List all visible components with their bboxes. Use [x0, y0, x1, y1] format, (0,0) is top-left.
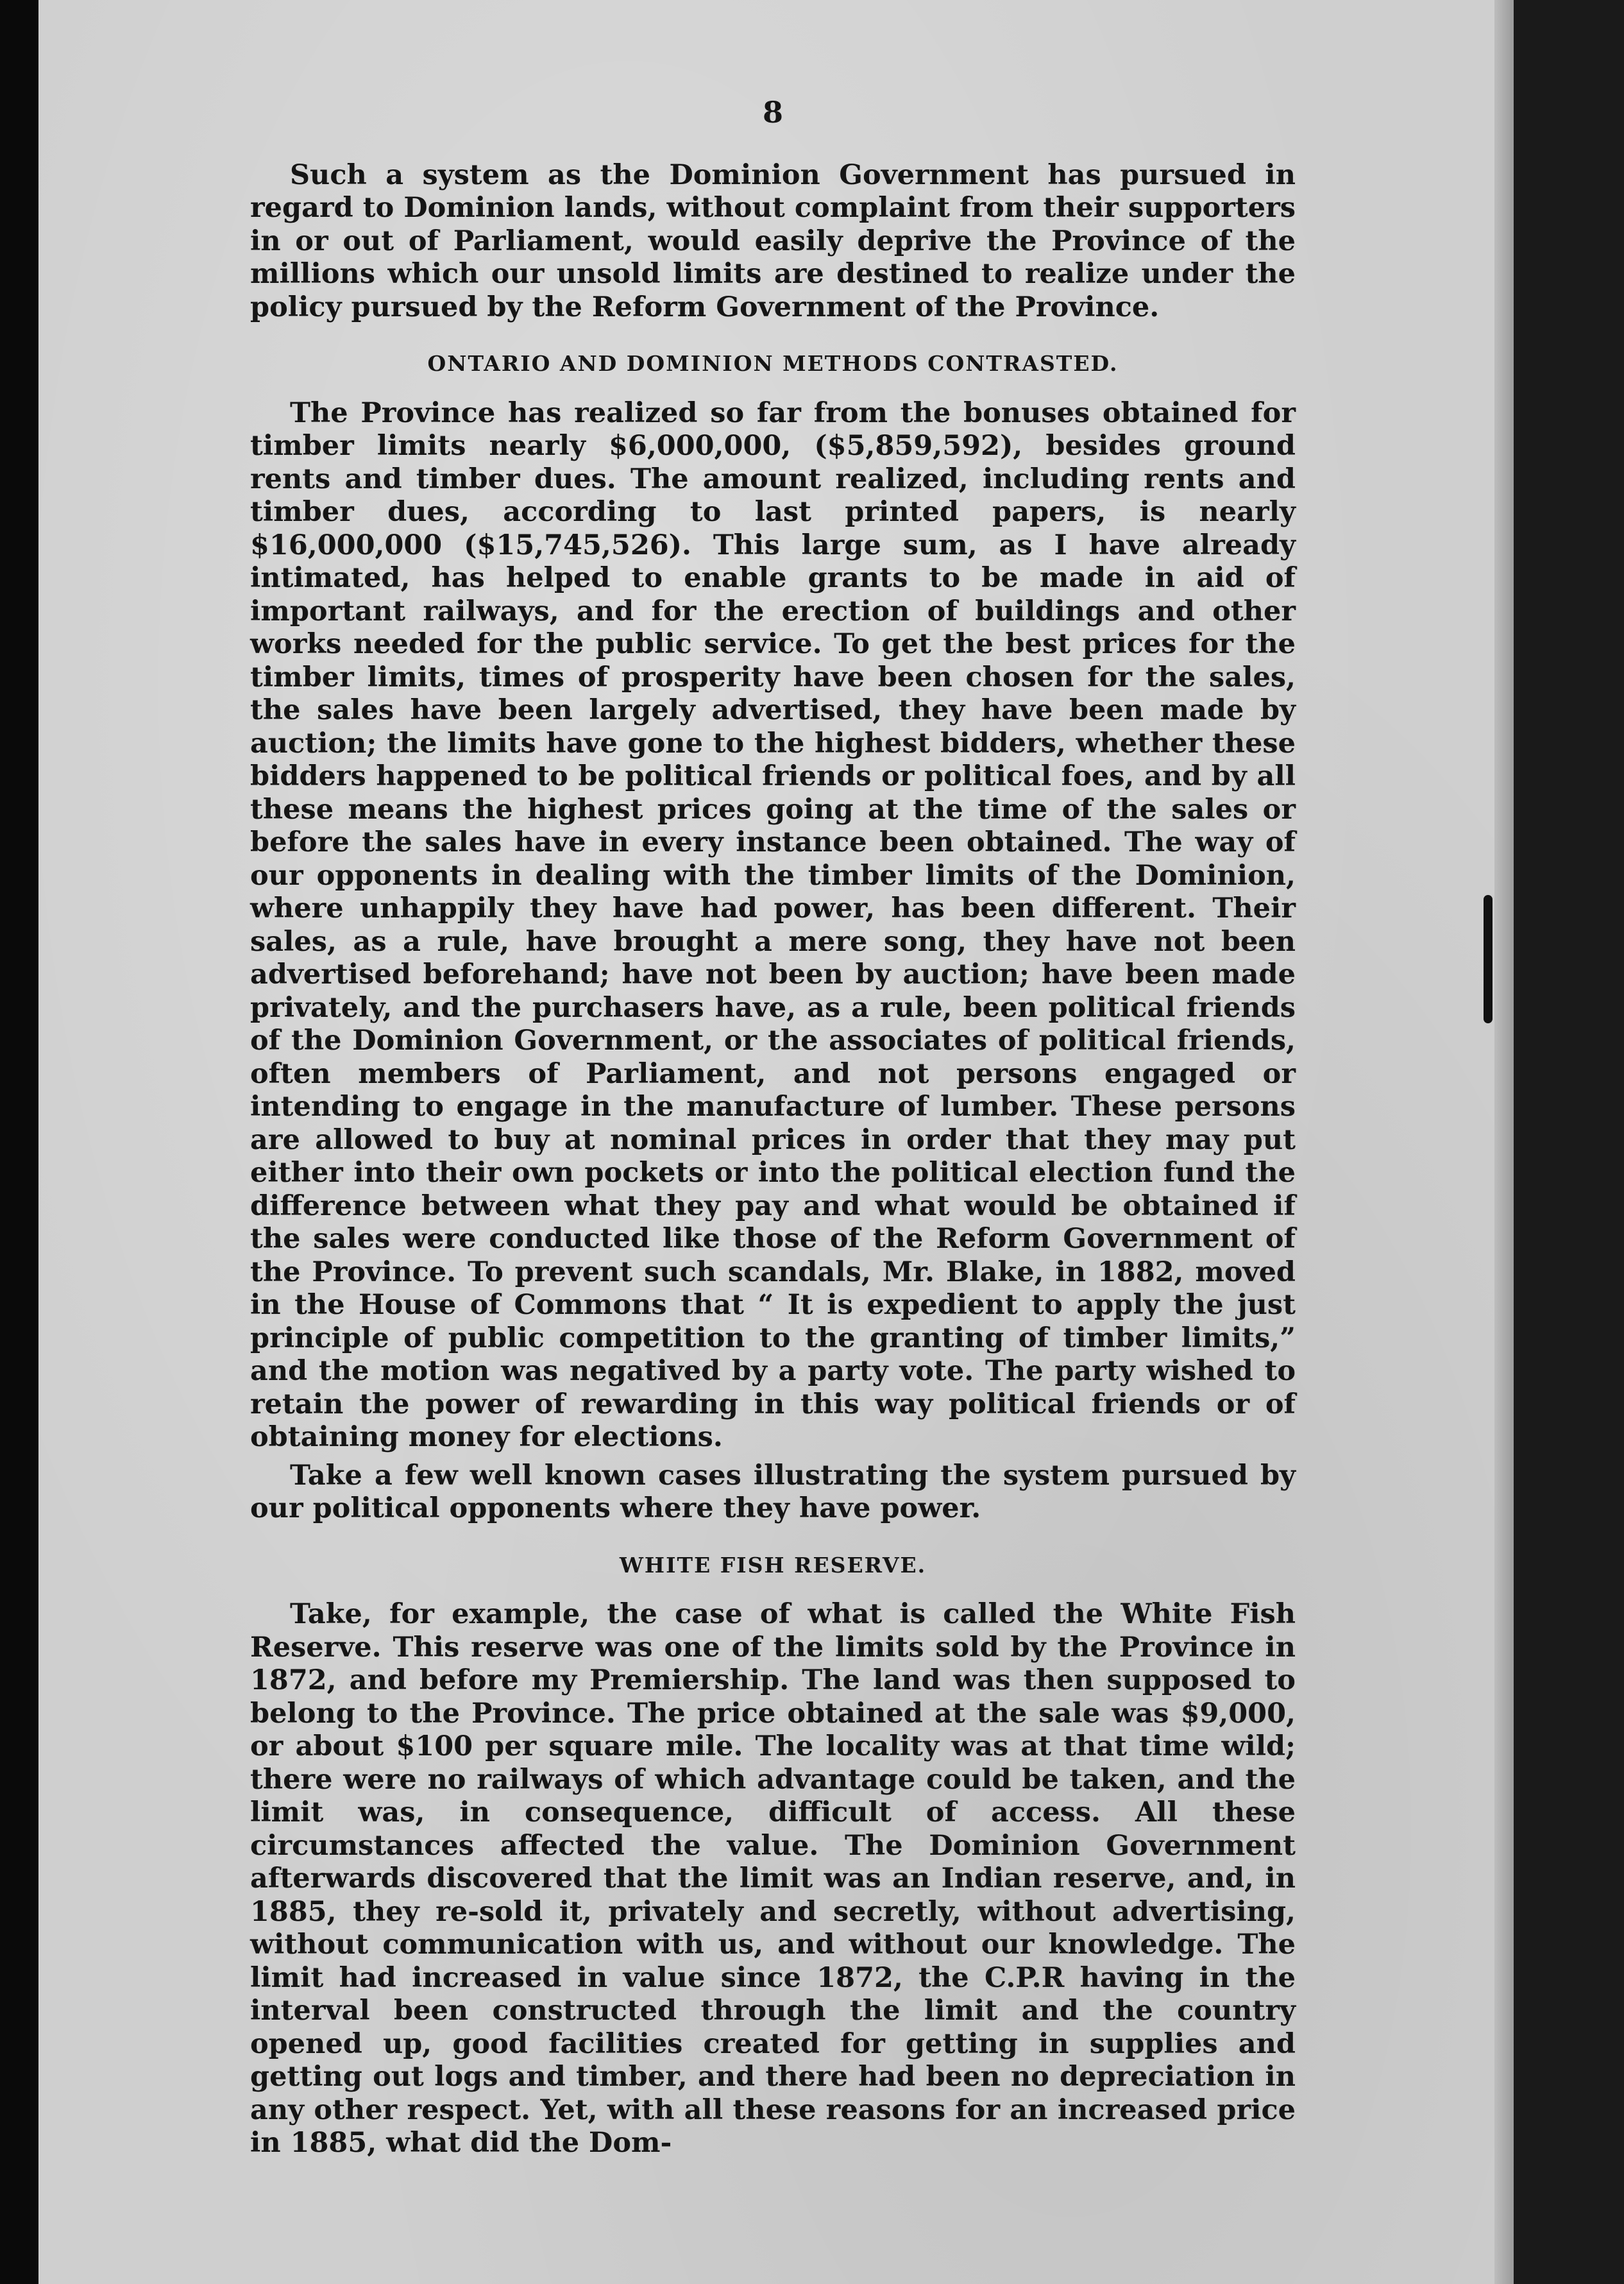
section-heading-methods-contrasted: ONTARIO AND DOMINION METHODS CONTRASTED.	[427, 351, 1119, 376]
paragraph-well-known-cases: Take a few well known cases illustrating the system pursued by our political opponents where they have power.	[250, 1459, 1296, 1524]
paragraph-white-fish-reserve: Take, for example, the case of what is called the White Fish Reserve. This reserve was one of the limits sold by the Province in 1872, and before my Premiership. The land was then supposed to belong to the Province. The price obtained at the sale was $9,000, or about $100 per square mile. The locality was at that time wild; there were no railways of which advantage could be taken, and the limit was, in consequence, difficult of access. All these circumstances affected the value. The Dominion Government afterwards discovered that the limit was an Indian reserve, and, in 1885, they re-sold it, privately and secretly, without advertising, without communication with us, and without our knowledge. The limit had increased in value since 1872, the C.P.R having in the interval been constructed through the limit and the country opened up, good facilities created for getting in supplies and getting out logs and timber, and there had been no depreciation in any other respect. Yet, with all these reasons for an increased price in 1885, what did the Dom-	[250, 1598, 1296, 2159]
adjacent-page-sliver	[1514, 0, 1624, 2284]
binding-mark	[1484, 895, 1493, 1023]
page-content	[250, 96, 1296, 2160]
page-edge	[1494, 0, 1514, 2284]
section-heading-white-fish-reserve: WHITE FISH RESERVE.	[619, 1552, 927, 1578]
paragraph-province-realized: The Province has realized so far from the bonuses obtained for timber limits nearly $6,000,000, ($5,859,592), besides ground rents and timber dues. The amount realized, including rents and timber dues, according to last printed papers, is nearly $16,000,000 ($15,745,526). This large sum, as I have already intimated, has helped to enable grants to be made in aid of important railways, and for the erection of buildings and other works needed for the public service. To get the best prices for the timber limits, times of prosperity have been chosen for the sales, the sales have been largely advertised, they have been made by auction; the limits have gone to the highest bidders, whether these bidders happened to be political friends or political foes, and by all these means the highest prices going at the time of the sales or before the sales have in every instance been obtained. The way of our opponents in dealing with the timber limits of the Dominion, where unhappily they have had power, has been different. Their sales, as a rule, have brought a mere song, they have not been advertised beforehand; have not been by auction; have been made privately, and the purchasers have, as a rule, been political friends of the Dominion Government, or the associates of political friends, often members of Parliament, and not persons engaged or intending to engage in the manufacture of lumber. These persons are allowed to buy at nominal prices in order that they may put either into their own pockets or into the political election fund the difference between what they pay and what would be obtained if the sales were conducted like those of the Reform Government of the Province. To prevent such scandals, Mr. Blake, in 1882, moved in the House of Commons that “ It is expedient to apply the just principle of public competition to the granting of timber limits,” and the motion was negatived by a party vote. The party wished to retain the power of rewarding in this way political friends or of obtaining money for elections.	[250, 396, 1296, 1453]
intro-paragraph: Such a system as the Dominion Government has pursued in regard to Dominion lands, without complaint from their supporters in or out of Parliament, would easily deprive the Province of the millions which our unsold limits are destined to realize under the policy pursued by the Reform Government of the Province.	[250, 158, 1296, 323]
page-number: 8	[762, 95, 783, 130]
